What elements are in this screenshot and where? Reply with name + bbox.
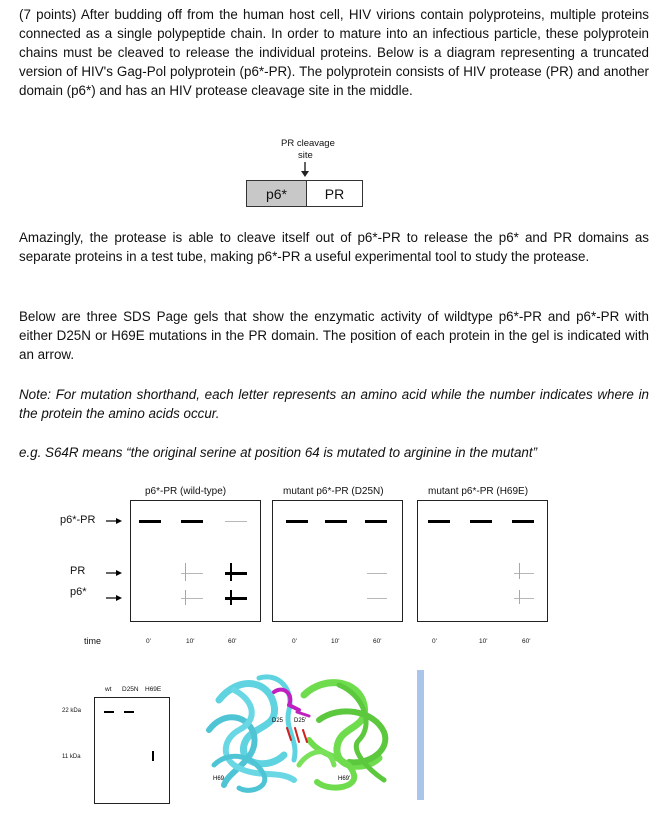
label-d25: D25 [272, 718, 284, 724]
time-d25n-0: 0' [292, 638, 297, 645]
lane-d25n: D25N [122, 686, 139, 693]
band-h69e-0-full [428, 520, 450, 523]
time-wt-60: 60' [228, 638, 237, 645]
band-wt-10-full [181, 520, 203, 523]
intro-paragraph: (7 points) After budding off from the human host cell, HIV virions contain polyproteins, multiple proteins connected as a single polypeptide chain. In order to mature into an infectious particle, these polyprotein chains must be cleaved to release the individual proteins. Below is a diagram representing a truncated version of HIV's Gag-Pol polyprotein (p6*-PR). The polyprotein consists of HIV protease (PR) and another domain (p6*) and has an HIV protease cleavage site in the middle. [19, 7, 649, 98]
domain-p6: p6* [246, 180, 307, 207]
protease-structure-image [199, 670, 399, 798]
label-d25-prime: D25' [294, 718, 307, 724]
row-label-p6: p6* [70, 586, 87, 598]
smear-wt-10-b [185, 590, 186, 605]
time-h69e-60: 60' [522, 638, 531, 645]
marker-22kda: 22 kDa [62, 708, 82, 714]
time-wt-0: 0' [146, 638, 151, 645]
time-label: time [84, 636, 102, 646]
small-gel [94, 697, 170, 804]
time-h69e-10: 10' [479, 638, 488, 645]
band-h69e-10-full [470, 520, 492, 523]
band-d25n-60-pr [367, 573, 387, 574]
time-wt-10: 10' [186, 638, 195, 645]
row-label-pr: PR [70, 565, 86, 577]
row-label-p6-pr: p6*-PR [60, 514, 96, 526]
band-h69e-60-p6 [514, 598, 534, 599]
smear-h69e-60-b [519, 590, 520, 604]
below-paragraph: Below are three SDS Page gels that show the enzymatic activity of wildtype p6*-PR and p6*-PR with either D25N or H69E mutations in the PR domain. The position of each protein in the gel is indicated with an arrow. [19, 309, 649, 362]
cleavage-label-line2: site [298, 150, 313, 161]
lane-wt: wt [105, 686, 112, 693]
arrow-right-icon [106, 592, 122, 604]
time-h69e-0: 0' [432, 638, 437, 645]
gel-title-wildtype: p6*-PR (wild-type) [145, 486, 227, 497]
gel-h69e [417, 500, 548, 622]
band-d25n-10-full [325, 520, 347, 523]
band-d25n-0-full [286, 520, 308, 523]
small-band-wt [104, 711, 114, 713]
band-wt-60-full [225, 521, 247, 522]
side-bar [417, 670, 424, 800]
small-band-d25n [124, 711, 134, 713]
domain-pr: PR [306, 180, 363, 207]
smear-wt-60-b [230, 590, 232, 605]
cleavage-label-line1: PR cleavage [281, 138, 335, 149]
band-h69e-60-pr [514, 573, 534, 574]
band-wt-0-full [139, 520, 161, 523]
arrow-right-icon [106, 567, 122, 579]
time-d25n-10: 10' [331, 638, 340, 645]
band-h69e-60-full [512, 520, 534, 523]
cleavage-arrow-icon [299, 162, 311, 178]
smear-wt-60 [230, 563, 232, 581]
marker-11kda: 11 kDa [62, 754, 81, 760]
lane-h69e: H69E [145, 686, 162, 693]
label-h69: H69 [213, 776, 225, 782]
note-paragraph: Note: For mutation shorthand, each letter represents an amino acid while the number indicates where in the protein the amino acids occur. [19, 387, 649, 421]
band-d25n-60-full [365, 520, 387, 523]
gel-wildtype [130, 500, 261, 622]
band-wt-60-p6 [225, 597, 247, 600]
smear-wt-10 [185, 563, 186, 581]
gel-title-h69e: mutant p6*-PR (H69E) [428, 486, 529, 497]
arrow-right-icon [106, 515, 122, 527]
gel-d25n [272, 500, 403, 622]
example-paragraph: e.g. S64R means “the original serine at position 64 is mutated to arginine in the mutant” [19, 445, 538, 460]
smear-h69e-60 [519, 563, 520, 579]
label-h69-prime: H69' [338, 776, 351, 782]
gel-title-d25n: mutant p6*-PR (D25N) [283, 486, 384, 497]
amazingly-paragraph: Amazingly, the protease is able to cleave itself out of p6*-PR to release the p6* and PR domains as separate proteins in a test tube, making p6*-PR a useful experimental tool to study the protease. [19, 230, 649, 264]
time-d25n-60: 60' [373, 638, 382, 645]
small-band-h69e [152, 751, 154, 761]
band-wt-60-pr [225, 572, 247, 575]
band-d25n-60-p6 [367, 598, 387, 599]
